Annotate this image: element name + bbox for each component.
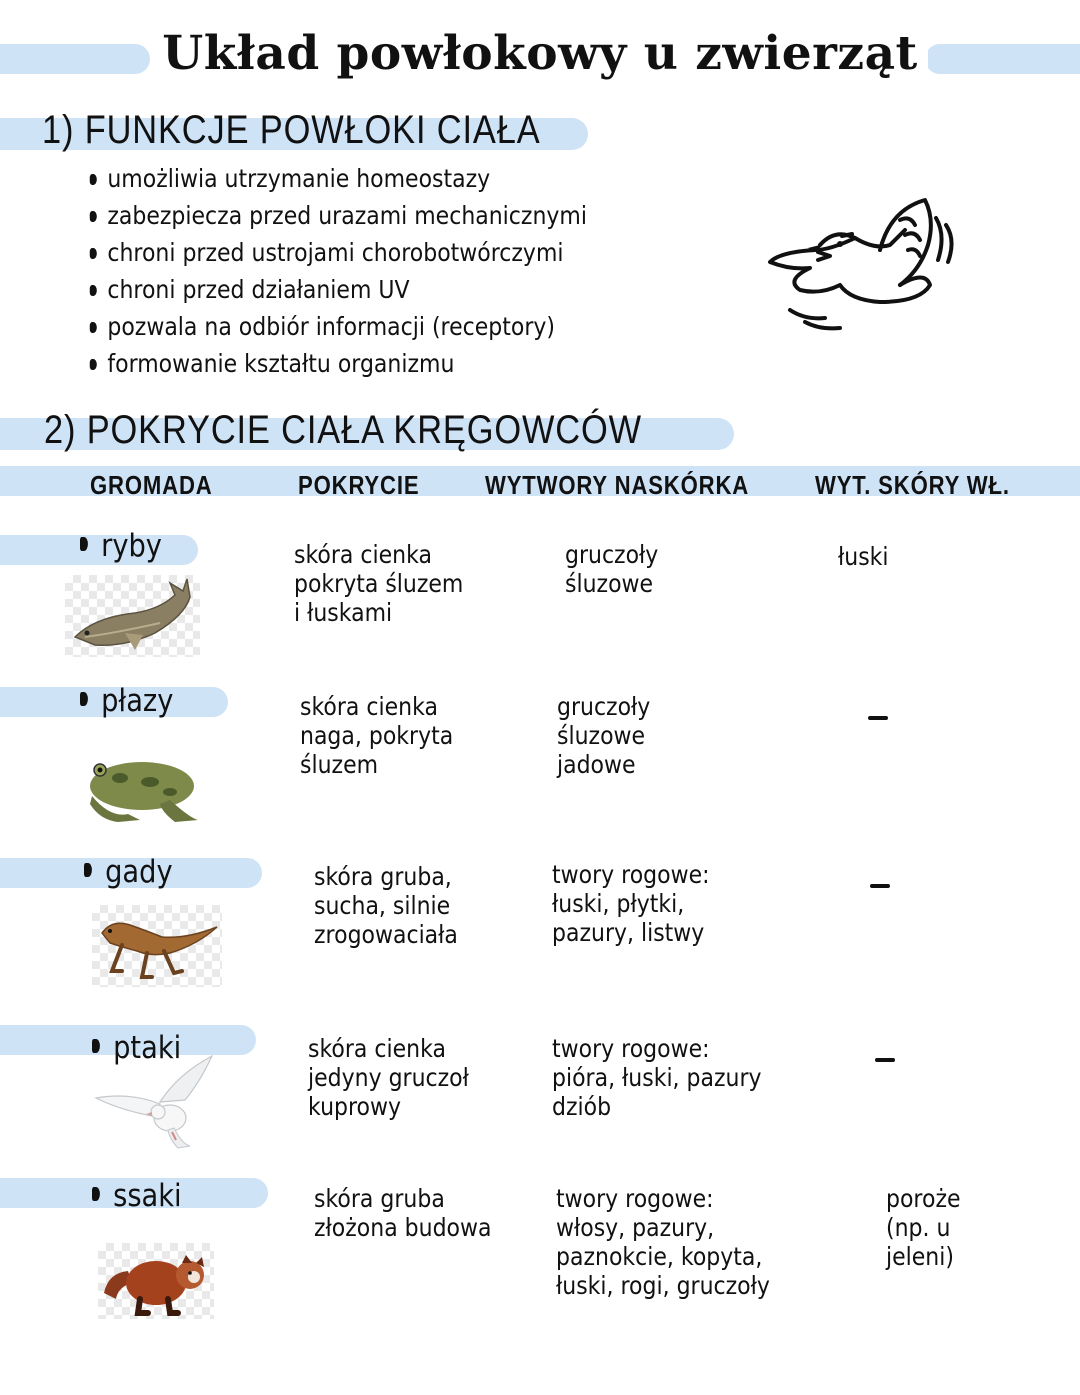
dash-gady (870, 884, 890, 888)
col-head-skin: WYT. SKÓRY WŁ. (815, 470, 1010, 500)
dove-icon (90, 1052, 220, 1152)
group-name-gady: gady (84, 854, 173, 890)
section2-heading: 2) POKRYCIE CIAŁA KRĘGOWCÓW (44, 408, 642, 452)
col-head-epidermis: WYTWORY NASKÓRKA (485, 470, 750, 500)
covering-gady: skóra gruba, sucha, silnie zrogowaciała (314, 862, 458, 949)
dash-plazy (868, 716, 888, 720)
red-panda-icon (98, 1243, 214, 1319)
frog-icon (80, 748, 205, 826)
covering-plazy: skóra cienka naga, pokryta śluzem (300, 692, 454, 779)
skin-ryby: łuski (838, 542, 889, 571)
function-item: umożliwia utrzymanie homeostazy (88, 160, 587, 197)
function-item: chroni przed ustrojami chorobotwórczymi (88, 234, 587, 271)
epidermis-ssaki: twory rogowe: włosy, pazury, paznokcie, kopyta, łuski, rogi, gruczoły (556, 1184, 770, 1300)
group-name-ptaki: ptaki (92, 1030, 181, 1066)
epidermis-ptaki: twory rogowe: pióra, łuski, pazury dziób (552, 1034, 762, 1121)
epidermis-plazy: gruczoły śluzowe jadowe (557, 692, 651, 779)
function-item: formowanie kształtu organizmu (88, 345, 587, 382)
group-name-ryby: ryby (80, 528, 162, 564)
function-item: zabezpiecza przed urazami mechanicznymi (88, 197, 587, 234)
page-title: Układ powłokowy u zwierząt (0, 26, 1080, 81)
col-head-group: GROMADA (90, 470, 213, 500)
epidermis-gady: twory rogowe: łuski, płytki, pazury, listwy (552, 860, 710, 947)
skin-ssaki: poroże (np. u jeleni) (886, 1184, 961, 1271)
covering-ryby: skóra cienka pokryta śluzem i łuskami (294, 540, 464, 627)
bird-doodle-icon (760, 190, 960, 340)
covering-ssaki: skóra gruba złożona budowa (314, 1184, 492, 1242)
epidermis-ryby: gruczoły śluzowe (565, 540, 659, 598)
group-name-plazy: płazy (80, 683, 173, 719)
function-item: pozwala na odbiór informacji (receptory) (88, 308, 587, 345)
col-head-covering: POKRYCIE (298, 470, 420, 500)
section1-heading: 1) FUNKCJE POWŁOKI CIAŁA (42, 108, 541, 152)
fish-icon (65, 575, 200, 657)
functions-list (88, 160, 655, 382)
group-name-ssaki: ssaki (92, 1178, 182, 1214)
dash-ptaki (875, 1058, 895, 1062)
covering-ptaki: skóra cienka jedyny gruczoł kuprowy (308, 1034, 469, 1121)
lizard-icon (92, 905, 222, 987)
function-item: chroni przed działaniem UV (88, 271, 587, 308)
